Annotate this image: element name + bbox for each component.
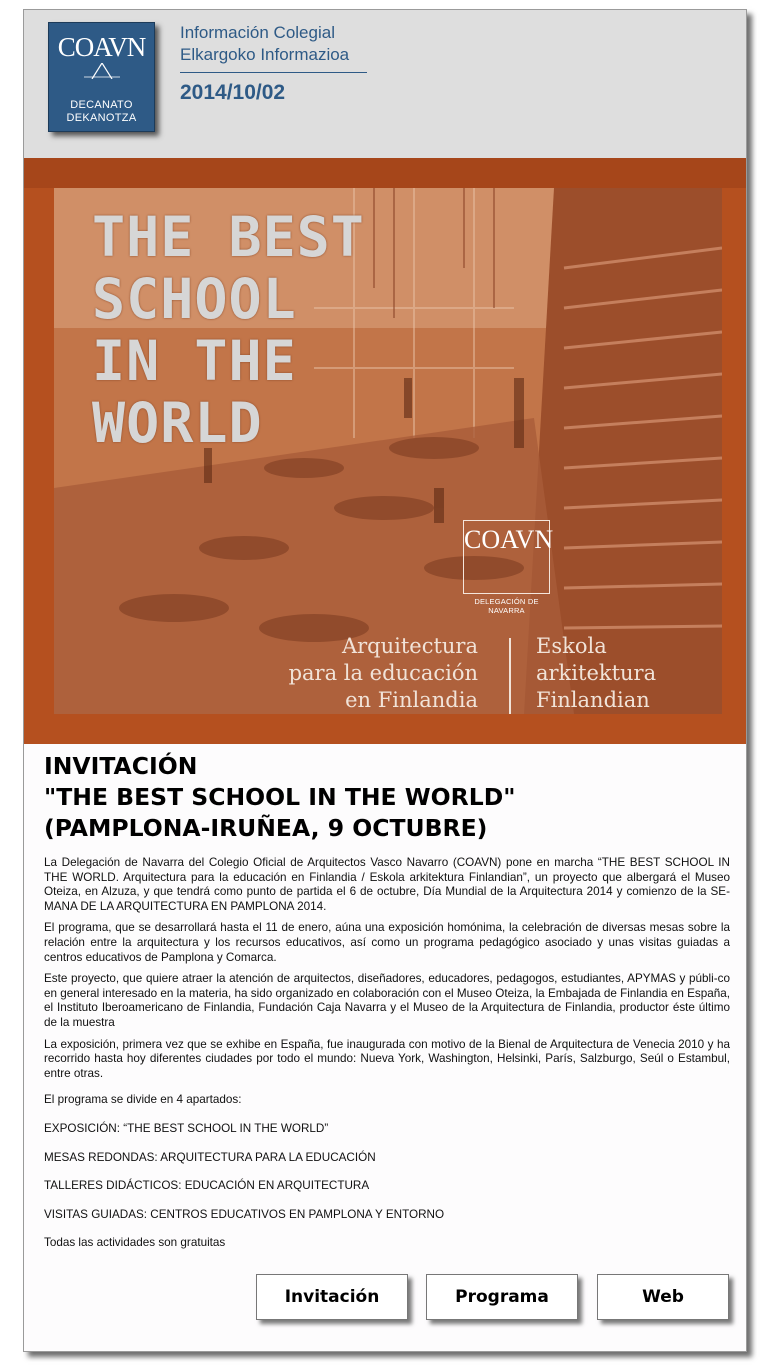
invitation-button[interactable]: Invitación	[256, 1274, 408, 1320]
program-button[interactable]: Programa	[426, 1274, 578, 1320]
paragraph: Este proyecto, que quiere atraer la atención de arquitectos, diseñadores, educadores, pedagogos, estudiantes, APYMAS y públi-co en general interesado en la materia, ha sido organizado en colaboración con el Museo Oteiza, la Embajada de Finlandia en España, el Instituto Iberoamericano de Finlandia, Fundación Caja Navarra y el Museo de la Arquitectura de Finlandia, productor éste último de la muestra	[44, 972, 730, 1029]
program-item: TALLERES DIDÁCTICOS: EDUCACIÓN EN ARQUITECTURA	[44, 1179, 370, 1193]
logo-wordmark: COAVN	[57, 32, 146, 62]
event-banner[interactable]	[24, 158, 746, 744]
paragraph: El programa, que se desarrollará hasta el 11 de enero, aúna una exposición homónima, la celebración de diversas mesas sobre la relación entre la arquitectura y los recursos educativos, así como un programa pedagógico asociado y unas visitas guiadas a centros educativos de Pamplona y Comarca.	[44, 921, 730, 964]
logo-columns-icon	[74, 63, 130, 79]
article-title: INVITACIÓN "THE BEST SCHOOL IN THE WORLD" (PAMPLONA-IRUÑEA, 9 OCTUBRE)	[44, 752, 516, 842]
subtitle-separator	[509, 638, 511, 714]
banner-subtitle-es: Arquitectura para la educación en Finlandia	[288, 634, 478, 712]
program-item: VISITAS GUIADAS: CENTROS EDUCATIVOS EN PAMPLONA Y ENTORNO	[44, 1207, 445, 1221]
header-title-eu: Elkargoko Informazioa	[180, 45, 350, 64]
banner-photo	[54, 188, 722, 714]
header-title-es: Información Colegial	[180, 23, 335, 42]
closing-note: Todas las actividades son gratuitas	[44, 1236, 226, 1250]
logo-caption: DECANATO DEKANOTZA	[66, 99, 137, 124]
paragraph: La Delegación de Navarra del Colegio Oficial de Arquitectos Vasco Navarro (COAVN) pone en marcha “THE BEST SCHOOL IN THE WORLD. Arquitectura para la educación en Finlandia / Eskola arkitektura Finlandian”, un proyecto que albergará el Museo Oteiza, en Alzuza, y que tendrá como punto de partida el 6 de octubre, Día Mundial de la Arquitectura 2014 y comienzo de la SE-MANA DE LA ARQUITECTURA EN PAMPLONA 2014.	[44, 856, 730, 913]
issue-date: 2014/10/02	[180, 81, 286, 104]
header-divider	[180, 72, 367, 73]
coavn-logo[interactable]	[48, 22, 155, 132]
program-item: EXPOSICIÓN: “THE BEST SCHOOL IN THE WORLD”	[44, 1121, 329, 1135]
web-button[interactable]: Web	[597, 1274, 729, 1320]
stamp-caption: DELEGACIÓN DE NAVARRA	[474, 597, 539, 615]
program-intro: El programa se divide en 4 apartados:	[44, 1093, 242, 1107]
banner-title: THE BEST SCHOOL IN THE WORLD	[92, 205, 365, 455]
stamp-wordmark: COAVN	[463, 520, 550, 594]
paragraph: La exposición, primera vez que se exhibe en España, fue inaugurada con motivo de la Bienal de Arquitectura de Venecia 2010 y ha recorrido hasta hoy diferentes ciudades por todo el mundo: Nueva York, Washington, Helsinki, París, Salzburgo, Seúl o Estambul, entre otras.	[44, 1037, 730, 1080]
newsletter-card	[23, 9, 747, 1352]
coavn-stamp-logo	[463, 520, 554, 615]
newsletter-header	[24, 10, 746, 158]
banner-subtitle-eu: Eskola arkitektura Finlandian	[536, 634, 657, 712]
header-info	[180, 22, 367, 105]
program-item: MESAS REDONDAS: ARQUITECTURA PARA LA EDUCACIÓN	[44, 1150, 376, 1164]
article-body	[44, 856, 730, 1265]
banner-top-strip	[24, 158, 746, 188]
